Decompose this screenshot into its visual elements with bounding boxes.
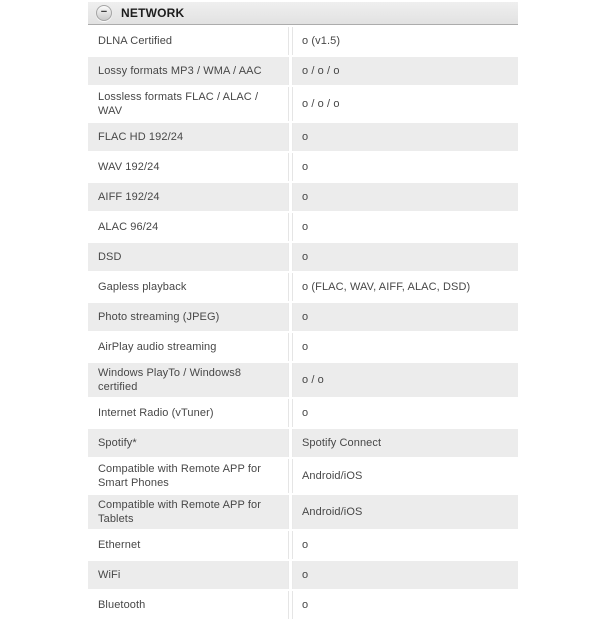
spec-label: Compatible with Remote APP for Smart Phones (88, 459, 288, 493)
spec-label: Lossless formats FLAC / ALAC / WAV (88, 87, 288, 121)
spec-label: Compatible with Remote APP for Tablets (88, 495, 288, 529)
spec-label: ALAC 96/24 (88, 213, 288, 241)
table-row (88, 27, 518, 55)
table-row (88, 561, 518, 589)
table-row (88, 303, 518, 331)
spec-label: AIFF 192/24 (88, 183, 288, 211)
spec-label: AirPlay audio streaming (88, 333, 288, 361)
spec-value: Spotify Connect (293, 429, 518, 457)
spec-label: DLNA Certified (88, 27, 288, 55)
network-section (88, 2, 518, 621)
spec-value: o / o / o (293, 57, 518, 85)
table-row (88, 213, 518, 241)
spec-label: Photo streaming (JPEG) (88, 303, 288, 331)
table-row (88, 495, 518, 529)
spec-value: o / o (293, 363, 518, 397)
spec-value: o / o / o (293, 87, 518, 121)
table-row (88, 123, 518, 151)
section-title: NETWORK (121, 6, 185, 20)
spec-value: o (293, 153, 518, 181)
table-row (88, 429, 518, 457)
spec-value: o (293, 243, 518, 271)
table-row (88, 591, 518, 619)
spec-label: WiFi (88, 561, 288, 589)
spec-value: o (293, 591, 518, 619)
spec-value: o (v1.5) (293, 27, 518, 55)
table-row (88, 459, 518, 493)
spec-table (88, 27, 518, 619)
table-row (88, 87, 518, 121)
table-row (88, 363, 518, 397)
spec-label: Ethernet (88, 531, 288, 559)
spec-value: o (293, 303, 518, 331)
spec-label: Internet Radio (vTuner) (88, 399, 288, 427)
table-row (88, 273, 518, 301)
table-row (88, 153, 518, 181)
spec-value: o (293, 561, 518, 589)
collapse-minus-icon[interactable] (96, 5, 112, 21)
spec-label: FLAC HD 192/24 (88, 123, 288, 151)
table-row (88, 243, 518, 271)
spec-value: o (293, 531, 518, 559)
spec-value: o (293, 399, 518, 427)
minus-glyph: − (100, 6, 108, 18)
spec-label: WAV 192/24 (88, 153, 288, 181)
spec-label: DSD (88, 243, 288, 271)
table-row (88, 333, 518, 361)
table-row (88, 183, 518, 211)
table-row (88, 399, 518, 427)
spec-label: Lossy formats MP3 / WMA / AAC (88, 57, 288, 85)
spec-value: o (293, 213, 518, 241)
spec-value: Android/iOS (293, 459, 518, 493)
spec-value: o (293, 183, 518, 211)
table-row (88, 531, 518, 559)
spec-value: Android/iOS (293, 495, 518, 529)
spec-label: Bluetooth (88, 591, 288, 619)
spec-value: o (FLAC, WAV, AIFF, ALAC, DSD) (293, 273, 518, 301)
spec-label: Windows PlayTo / Windows8 certified (88, 363, 288, 397)
section-header-network[interactable] (88, 2, 518, 25)
table-row (88, 57, 518, 85)
spec-value: o (293, 333, 518, 361)
spec-value: o (293, 123, 518, 151)
spec-label: Gapless playback (88, 273, 288, 301)
spec-label: Spotify* (88, 429, 288, 457)
